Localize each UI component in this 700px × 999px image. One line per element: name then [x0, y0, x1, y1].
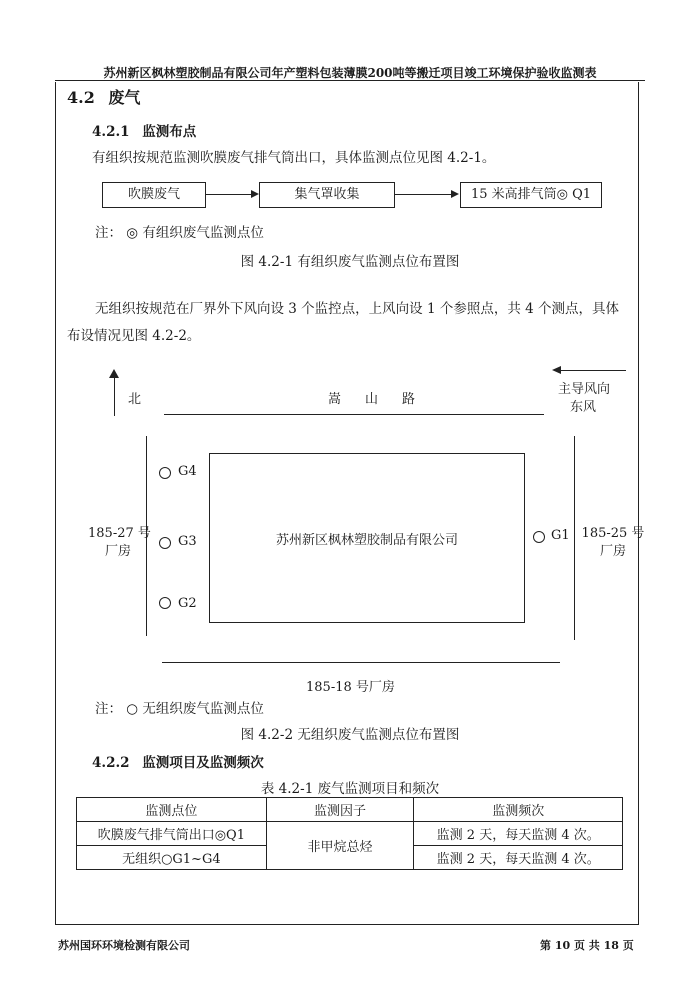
subsection-number: 4.2.2	[92, 755, 130, 771]
east-building-line1: 185-25 号	[581, 526, 645, 541]
north-label: 北	[128, 392, 142, 407]
footer-page-number: 第 10 页 共 18 页	[540, 939, 634, 952]
subsection-title: 监测布点	[142, 124, 197, 140]
south-building-label: 185-18 号厂房	[306, 680, 395, 695]
monitor-point-g4-icon	[159, 467, 171, 479]
wind-label-line2: 东风	[570, 400, 597, 415]
monitoring-table	[76, 797, 623, 870]
table-header-row	[77, 798, 623, 822]
table-cell-point: 吹膜废气排气筒出口◎Q1	[77, 822, 267, 846]
monitor-point-g3-icon	[159, 537, 171, 549]
header-rule	[55, 80, 645, 81]
north-arrow-icon	[109, 369, 119, 378]
monitor-point-g1-icon	[533, 531, 545, 543]
monitor-point-g4-label: G4	[178, 464, 197, 479]
document-header: 苏州新区枫林塑胶制品有限公司年产塑料包装薄膜200吨等搬迁项目竣工环境保护验收监测表	[103, 66, 597, 80]
flow-arrowhead-1	[251, 190, 259, 198]
table-cell-frequency: 监测 2 天，每天监测 4 次。	[414, 822, 623, 846]
west-building-line1: 185-27 号	[88, 526, 151, 541]
flow-box-stack: 15 米高排气筒◎ Q1	[460, 182, 602, 208]
flow-arrowhead-2	[451, 190, 459, 198]
north-arrow-shaft	[114, 376, 115, 416]
section-title: 废气	[108, 88, 141, 107]
east-building-line2: 厂房	[599, 544, 626, 559]
east-boundary-line	[574, 436, 575, 640]
flow-box-collection: 集气罩收集	[259, 182, 395, 208]
section-number: 4.2	[67, 88, 95, 107]
table-caption: 表 4.2-1 废气监测项目和频次	[260, 781, 440, 797]
table-cell-point: 无组织○G1~G4	[77, 846, 267, 870]
note-unorganized: 注： ○ 无组织废气监测点位	[95, 701, 264, 717]
road-line	[164, 414, 544, 415]
road-label: 嵩山路	[328, 392, 440, 407]
paragraph-unorganized-line1: 无组织按规范在厂界外下风向设 3 个监控点，上风向设 1 个参照点，共 4 个测点，具体	[95, 301, 620, 317]
table-header-factor: 监测因子	[266, 798, 414, 822]
wind-arrow-shaft	[560, 370, 626, 371]
figure-caption-4-2-2: 图 4.2-2 无组织废气监测点位布置图	[240, 727, 460, 743]
note-organized: 注： ◎ 有组织废气监测点位	[95, 225, 264, 241]
monitor-point-g1-label: G1	[551, 528, 570, 543]
subsection-heading-4-2-1	[92, 120, 196, 140]
monitor-point-g2-label: G2	[178, 596, 197, 611]
section-heading	[67, 85, 140, 108]
table-cell-factor: 非甲烷总烃	[266, 822, 414, 870]
footer-company: 苏州国环环境检测有限公司	[58, 939, 190, 952]
south-boundary-line	[162, 662, 560, 663]
table-cell-frequency: 监测 2 天，每天监测 4 次。	[414, 846, 623, 870]
subsection-number: 4.2.1	[92, 124, 130, 140]
table-header-frequency: 监测频次	[414, 798, 623, 822]
company-label: 苏州新区枫林塑胶制品有限公司	[275, 533, 458, 548]
west-building-line2: 厂房	[104, 544, 131, 559]
flow-arrow-1	[205, 194, 251, 195]
subsection-title: 监测项目及监测频次	[142, 755, 264, 771]
monitor-point-g2-icon	[159, 597, 171, 609]
wind-label-line1: 主导风向	[558, 382, 611, 397]
flow-box-source: 吹膜废气	[102, 182, 206, 208]
paragraph-organized: 有组织按规范监测吹膜废气排气筒出口，具体监测点位见图 4.2-1。	[92, 150, 496, 166]
table-row	[77, 822, 623, 846]
table-header-point: 监测点位	[77, 798, 267, 822]
figure-caption-4-2-1: 图 4.2-1 有组织废气监测点位布置图	[240, 254, 460, 270]
subsection-heading-4-2-2	[92, 751, 264, 771]
flow-arrow-2	[394, 194, 451, 195]
monitor-point-g3-label: G3	[178, 534, 197, 549]
paragraph-unorganized-line2: 布设情况见图 4.2-2。	[67, 328, 201, 344]
